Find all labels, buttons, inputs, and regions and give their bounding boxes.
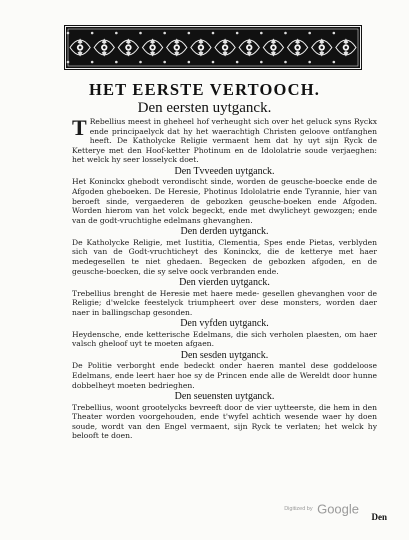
section-7-heading: Den seuensten uytganck. bbox=[174, 391, 275, 403]
section-1-text: Rebellius meest in gheheel hof verheught sich over het geluck syns Ryckx ende principaelyck dat hy het waerachtigh Christen geloove ontfanghen heeft. De Katholycke Religie vermaent hem dat hy uyt sijn Ryck de Ketterye met den Hoof-ketter Photinum en de Idololatrie soude verjaeghen: het welck hy seer losselyck doet. bbox=[72, 117, 377, 165]
watermark-prefix: Digitized by bbox=[284, 505, 313, 512]
section-2-heading: Den Tvveeden uytganck. bbox=[174, 165, 275, 177]
section-7-text: Trebellius, woont grootelycks bevreeft door de vier uytteerste, die hem in den Theater worden voorgehouden, ende t'wyfel achtich wesende waer hy doen soude, wordt van den Engel vermaent, sijn Ryck te verlaten; het welck hy belooft te doen. bbox=[72, 402, 377, 441]
catchword: Den bbox=[371, 512, 387, 522]
section-6-heading: Den sesden uytganck. bbox=[180, 349, 269, 361]
section-6-text: De Politie verborght ende bedeckt onder haeren mantel dese goddeloose Edelmans, ende leert haer hoe sy de Princen ende alle de Wereldt door hunne dobbelheyt moeten bedrieghen. bbox=[72, 361, 377, 390]
section-3-heading: Den derden uytganck. bbox=[180, 226, 269, 238]
ornamental-headpiece bbox=[64, 25, 362, 70]
watermark-brand: Google bbox=[317, 501, 359, 517]
section-4-text: Trebellius brenght de Heresie met haere mede- gesellen ghevanghen voor de Religie; d'welcke feestelyck triumpheert over dese monsters, worden daer naer in ballingschap gesonden. bbox=[72, 288, 377, 317]
section-5-heading: Den vyfden uytganck. bbox=[180, 318, 269, 330]
section-1 bbox=[72, 117, 377, 165]
page-body bbox=[72, 117, 377, 441]
section-5-text: Heydensche, ende ketterische Edelmans, die sich verholen plaesten, om haer valsch gheloof uyt te moeten afgaen. bbox=[72, 329, 377, 349]
page-title: HET EERSTE VERTOOCH. bbox=[88, 80, 321, 99]
page-subtitle: Den eersten uytganck. bbox=[137, 100, 272, 116]
drop-cap: T bbox=[72, 115, 87, 140]
ornament-pattern bbox=[64, 25, 362, 70]
section-4-heading: Den vierden uytganck. bbox=[179, 277, 270, 289]
section-2-text: Het Koninckx ghebodt verondischt sinde, worden de geusche-boecke ende de Afgoden gheboeken. De Heresie, Photinus Idololatrie ende Tyrannie, hier van beroeft sinde, vergaederen de gebozken geusche-boeken ende Afgoden. Worden hierom van het volck begeckt, ende met dwylicheyt gewozgen; ende van de godt-vruchtighe edelmans ghevanghen. bbox=[72, 177, 377, 225]
digitized-watermark bbox=[284, 500, 359, 518]
section-3-text: De Katholycke Religie, met Iustitia, Clementia, Spes ende Pietas, verblyden sich van de Godt-vruchticheyt des Koninckx, die de ketterye met haer medegesellen te niet ghedaen. Begecken de gebozken afgoden, en de geusche-boecken, die sy selve oock verbranden ende. bbox=[72, 237, 377, 276]
